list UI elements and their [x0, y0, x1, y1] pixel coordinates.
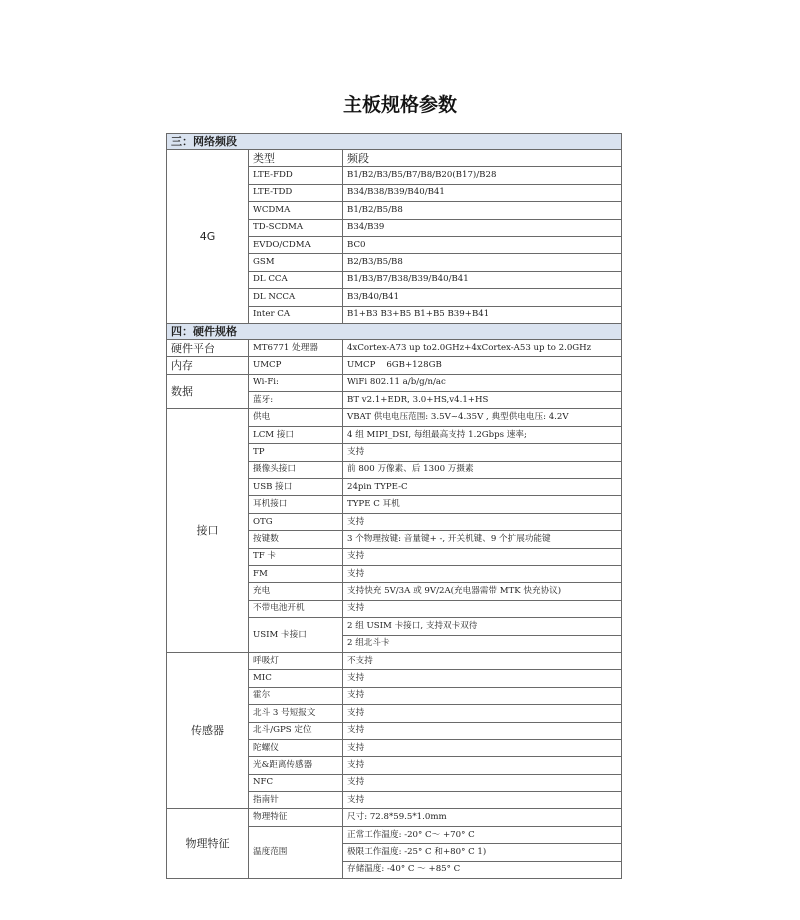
cell-item: 摄像头接口: [249, 461, 343, 478]
cell-type: GSM: [249, 254, 343, 271]
cell-item: 霍尔: [249, 687, 343, 704]
cell-type: Inter CA: [249, 306, 343, 323]
cell-value: VBAT 供电电压范围: 3.5V~4.35V , 典型供电电压: 4.2V: [343, 409, 622, 426]
cell-value: 2 组北斗卡: [343, 635, 622, 652]
cell-value: TYPE C 耳机: [343, 496, 622, 513]
cell-value: 支持: [343, 739, 622, 756]
table-row: [167, 374, 622, 391]
cell-type: LTE-TDD: [249, 184, 343, 201]
cell-type: LTE-FDD: [249, 167, 343, 184]
column-header-type: 类型: [249, 150, 343, 167]
cell-band: B3/B40/B41: [343, 289, 622, 306]
cell-band: B1/B2/B5/B8: [343, 202, 622, 219]
cell-band: B34/B38/B39/B40/B41: [343, 184, 622, 201]
cell-value: 极限工作温度: -25° C 和+80° C 1): [343, 844, 622, 861]
cell-item: MT6771 处理器: [249, 339, 343, 356]
table-row: [167, 339, 622, 356]
cell-type: TD-SCDMA: [249, 219, 343, 236]
cell-band: B1/B2/B3/B5/B7/B8/B20(B17)/B28: [343, 167, 622, 184]
cell-value: 不支持: [343, 652, 622, 669]
row-label-platform: 硬件平台: [167, 339, 249, 356]
table-row: [167, 150, 622, 167]
cell-item: 供电: [249, 409, 343, 426]
section-title: 四：硬件规格: [167, 323, 622, 339]
cell-type: DL NCCA: [249, 289, 343, 306]
cell-band: B1+B3 B3+B5 B1+B5 B39+B41: [343, 306, 622, 323]
cell-band: B1/B3/B7/B38/B39/B40/B41: [343, 271, 622, 288]
cell-value: 支持: [343, 565, 622, 582]
cell-band: BC0: [343, 236, 622, 253]
cell-value: 支持快充 5V/3A 或 9V/2A(充电器需带 MTK 快充协议): [343, 583, 622, 600]
cell-value: 4 组 MIPI_DSI, 每组最高支持 1.2Gbps 速率;: [343, 426, 622, 443]
cell-item: 充电: [249, 583, 343, 600]
cell-item: NFC: [249, 774, 343, 791]
section-title: 三：网络频段: [167, 134, 622, 150]
cell-item: 按键数: [249, 531, 343, 548]
cell-item: 不带电池开机: [249, 600, 343, 617]
cell-item: 北斗/GPS 定位: [249, 722, 343, 739]
cell-value: 24pin TYPE-C: [343, 479, 622, 496]
cell-value: UMCP 6GB+128GB: [343, 357, 622, 374]
cell-value: 2 组 USIM 卡接口, 支持双卡双待: [343, 618, 622, 635]
cell-item: TP: [249, 444, 343, 461]
cell-value: 支持: [343, 600, 622, 617]
group-label-4g: 4G: [167, 150, 249, 324]
cell-item: FM: [249, 565, 343, 582]
section-header-hardware: [167, 323, 622, 339]
section-header-network: [167, 134, 622, 150]
cell-item: USB 接口: [249, 479, 343, 496]
row-label-data: 数据: [167, 374, 249, 409]
cell-type: WCDMA: [249, 202, 343, 219]
cell-value: 前 800 万像素、后 1300 万摄素: [343, 461, 622, 478]
cell-item: OTG: [249, 513, 343, 530]
table-row: [167, 409, 622, 426]
cell-item: 呼吸灯: [249, 652, 343, 669]
cell-value: 支持: [343, 774, 622, 791]
group-label-interface: 接口: [167, 409, 249, 652]
group-label-physical: 物理特征: [167, 809, 249, 879]
cell-value: 支持: [343, 670, 622, 687]
cell-value: 支持: [343, 792, 622, 809]
cell-value: 支持: [343, 548, 622, 565]
cell-value: 正常工作温度: -20° C～ +70° C: [343, 826, 622, 843]
cell-value: 支持: [343, 513, 622, 530]
cell-item: TF 卡: [249, 548, 343, 565]
cell-item: 指南针: [249, 792, 343, 809]
cell-type: EVDO/CDMA: [249, 236, 343, 253]
cell-band: B34/B39: [343, 219, 622, 236]
cell-item: USIM 卡接口: [249, 618, 343, 653]
cell-item: 蓝牙:: [249, 392, 343, 409]
cell-value: BT v2.1+EDR, 3.0+HS,v4.1+HS: [343, 392, 622, 409]
group-label-sensors: 传感器: [167, 652, 249, 809]
column-header-band: 频段: [343, 150, 622, 167]
cell-item: 物理特征: [249, 809, 343, 826]
cell-item: LCM 接口: [249, 426, 343, 443]
row-label-memory: 内存: [167, 357, 249, 374]
cell-value: WiFi 802.11 a/b/g/n/ac: [343, 374, 622, 391]
cell-item: 北斗 3 号短报文: [249, 705, 343, 722]
cell-item: 温度范围: [249, 826, 343, 878]
cell-value: 支持: [343, 444, 622, 461]
cell-value: 4xCortex-A73 up to2.0GHz+4xCortex-A53 up to 2.0GHz: [343, 339, 622, 356]
spec-table: [166, 133, 622, 879]
cell-item: 陀螺仪: [249, 739, 343, 756]
cell-value: 尺寸: 72.8*59.5*1.0mm: [343, 809, 622, 826]
cell-value: 支持: [343, 687, 622, 704]
cell-value: 3 个物理按键: 音量键+ -, 开关机键、9 个扩展功能键: [343, 531, 622, 548]
cell-value: 支持: [343, 757, 622, 774]
cell-band: B2/B3/B5/B8: [343, 254, 622, 271]
table-row: [167, 357, 622, 374]
cell-type: DL CCA: [249, 271, 343, 288]
table-row: [167, 652, 622, 669]
cell-item: 光&距离传感器: [249, 757, 343, 774]
table-row: [167, 809, 622, 826]
page-title: 主板规格参数: [342, 94, 457, 116]
cell-value: 存储温度: -40° C ～ +85° C: [343, 861, 622, 878]
cell-item: 耳机接口: [249, 496, 343, 513]
cell-item: MIC: [249, 670, 343, 687]
cell-item: UMCP: [249, 357, 343, 374]
cell-item: Wi-Fi:: [249, 374, 343, 391]
cell-value: 支持: [343, 705, 622, 722]
cell-value: 支持: [343, 722, 622, 739]
